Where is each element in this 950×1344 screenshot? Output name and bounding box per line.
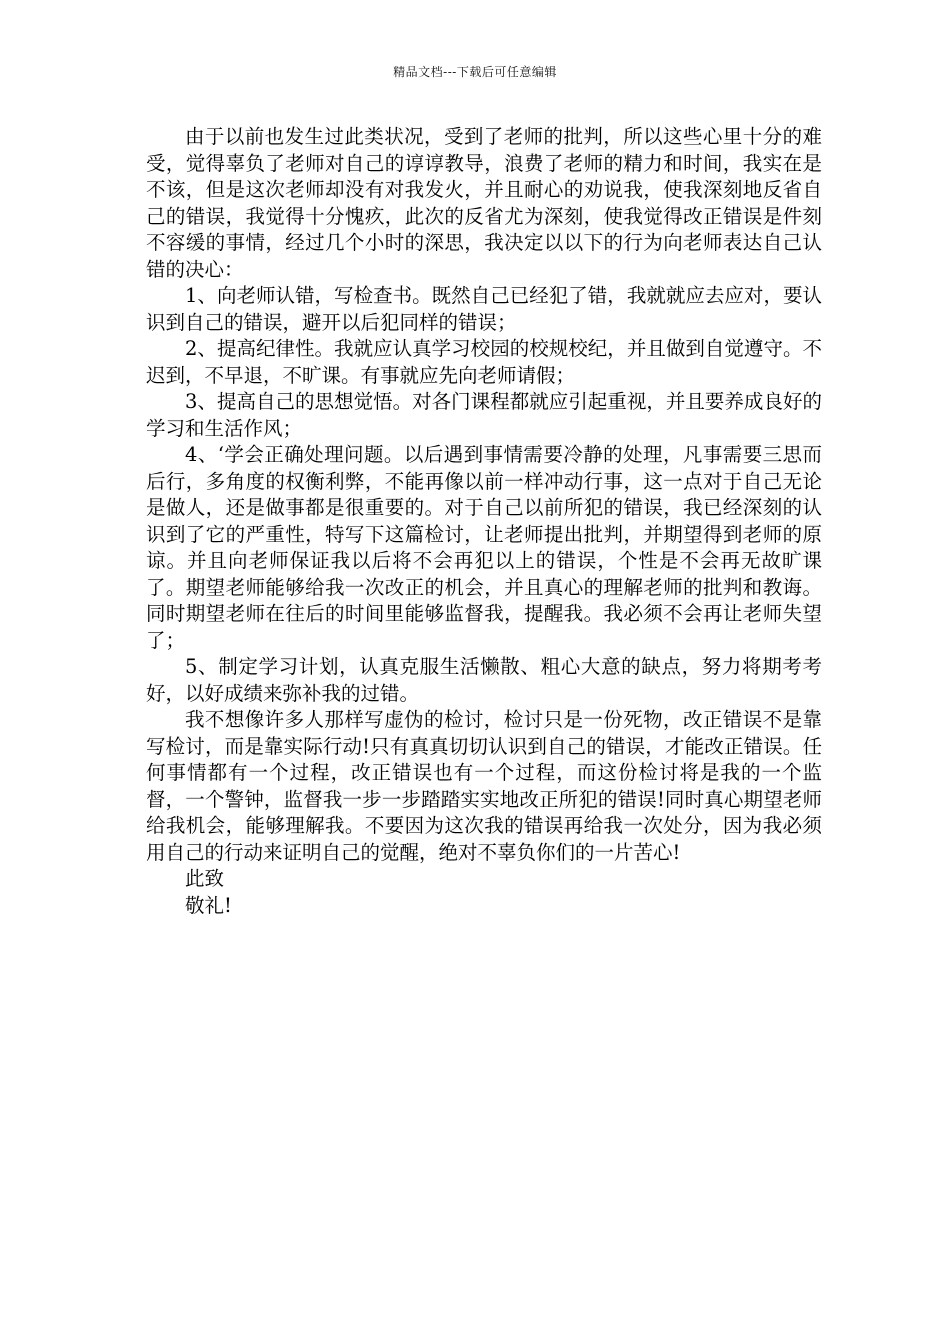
point-3-paragraph: 3、提高自己的思想觉悟。对各门课程都就应引起重视，并且要养成良好的学习和生活作风； [146, 390, 822, 440]
page-header: 精品文档---下载后可任意编辑 [393, 65, 557, 79]
conclusion-paragraph: 我不想像许多人那样写虚伪的检讨，检讨只是一份死物，改正错误不是靠写检讨，而是靠实际行动!只有真真切切认识到自己的错误，才能改正错误。任何事情都有一个过程，改正错误也有一个过程，而这份检讨将是我的一个监督，一个警钟，监督我一步一步踏踏实实地改正所犯的错误!同时真心期望老师给我机会，能够理解我。不要因为这次我的错误再给我一次处分，因为我必须用自己的行动来证明自己的觉醒，绝对不辜负你们的一片苦心! [146, 708, 822, 864]
point-1-paragraph: 1、向老师认错，写检查书。既然自己已经犯了错，我就就应去应对，要认识到自己的错误，避开以后犯同样的错误； [146, 284, 822, 334]
document-body [146, 124, 822, 919]
point-4-paragraph: 4、‘学会正确处理问题。以后遇到事情需要冷静的处理，凡事需要三思而后行，多角度的权衡利弊，不能再像以前一样冲动行事，这一点对于自己无论是做人，还是做事都是很重要的。对于自己以前所犯的错误，我已经深刻的认识到了它的严重性，特写下这篇检讨，让老师提出批判，并期望得到老师的原谅。并且向老师保证我以后将不会再犯以上的错误，个性是不会再无故旷课了。期望老师能够给我一次改正的机会，并且真心的理解老师的批判和教诲。同时期望老师在往后的时间里能够监督我，提醒我。我必须不会再让老师失望了； [146, 443, 822, 652]
point-5-paragraph: 5、制定学习计划，认真克服生活懒散、粗心大意的缺点，努力将期考考好，以好成绩来弥补我的过错。 [146, 655, 822, 705]
intro-paragraph: 由于以前也发生过此类状况，受到了老师的批判，所以这些心里十分的难受，觉得辜负了老师对自己的谆谆教导，浪费了老师的精力和时间，我实在是不该，但是这次老师却没有对我发火，并且耐心的劝说我，使我深刻地反省自己的错误，我觉得十分愧疚，此次的反省尤为深刻，使我觉得改正错误是件刻不容缓的事情，经过几个小时的深思，我决定以以下的行为向老师表达自己认错的决心： [146, 125, 822, 281]
point-2-paragraph: 2、提高纪律性。我就应认真学习校园的校规校纪，并且做到自觉遵守。不迟到，不早退，不旷课。有事就应先向老师请假； [146, 337, 822, 387]
closing-regards: 敬礼! [185, 893, 232, 917]
closing-salutation: 此致 [185, 867, 225, 890]
